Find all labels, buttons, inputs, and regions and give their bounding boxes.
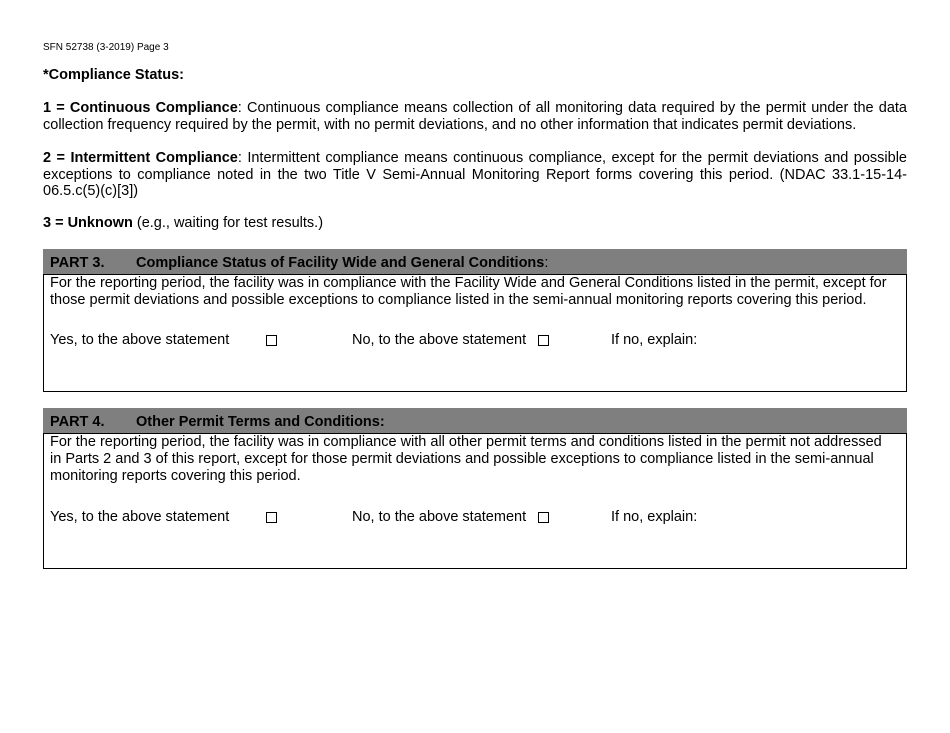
explain-label: If no, explain: (611, 332, 698, 348)
no-label: No, to the above statement (352, 509, 527, 525)
yes-label: Yes, to the above statement (50, 509, 230, 525)
part-4-header (43, 408, 907, 434)
compliance-status-heading: *Compliance Status: (43, 67, 184, 83)
part-title: Compliance Status of Facility Wide and General Conditions (136, 255, 545, 271)
yes-checkbox[interactable] (266, 335, 277, 346)
explain-label: If no, explain: (611, 509, 698, 525)
definition-separator: : (237, 150, 242, 166)
no-checkbox[interactable] (538, 335, 549, 346)
definition-continuous-compliance (43, 100, 907, 133)
part-title: Other Permit Terms and Conditions: (136, 414, 385, 430)
definition-term: 1 = Continuous Compliance (43, 100, 238, 116)
form-id: SFN 52738 (3-2019) Page 3 (43, 42, 169, 53)
part-4-body (43, 433, 907, 569)
no-label: No, to the above statement (352, 332, 527, 348)
definition-unknown (43, 215, 907, 232)
definition-text: (e.g., waiting for test results.) (132, 215, 324, 231)
definition-separator: : (237, 100, 242, 116)
part-3-statement: For the reporting period, the facility was in compliance with the Facility Wide and General Conditions listed in the permit, except for those permit deviations and possible exceptions to compliance listed in the semi-annual monitoring reports covering this period. (50, 275, 887, 308)
definition-text: Continuous compliance means collection of all monitoring data required by the permit under the data collection frequency required by the permit, with no permit deviations, and no other information that indicates permit deviations. (43, 100, 908, 133)
no-checkbox[interactable] (538, 512, 549, 523)
part-3-section (43, 249, 907, 392)
yes-label: Yes, to the above statement (50, 332, 230, 348)
part-number: PART 4. (50, 414, 105, 430)
yes-checkbox[interactable] (266, 512, 277, 523)
part-number: PART 3. (50, 255, 105, 271)
part-4-statement: For the reporting period, the facility was in compliance with all other permit terms and conditions listed in the permit not addressed in Parts 2 and 3 of this report, except for those permit deviations and possible exceptions to compliance listed in the semi-annual monitoring reports covering this period. (50, 434, 882, 484)
part-title-suffix: : (544, 255, 549, 271)
part-3-body (43, 274, 907, 392)
definition-term: 3 = Unknown (43, 215, 133, 231)
definition-text: Intermittent compliance means continuous compliance, except for the permit deviations and possible exceptions to compliance noted in the two Title V Semi-Annual Monitoring Report forms covering this period. (NDAC 33.1-15-14-06.5.c(5)(c)[3]) (43, 150, 907, 199)
part-3-header (43, 249, 907, 275)
definition-term: 2 = Intermittent Compliance (43, 150, 238, 166)
definition-intermittent-compliance (43, 150, 907, 200)
part-4-section (43, 408, 907, 569)
